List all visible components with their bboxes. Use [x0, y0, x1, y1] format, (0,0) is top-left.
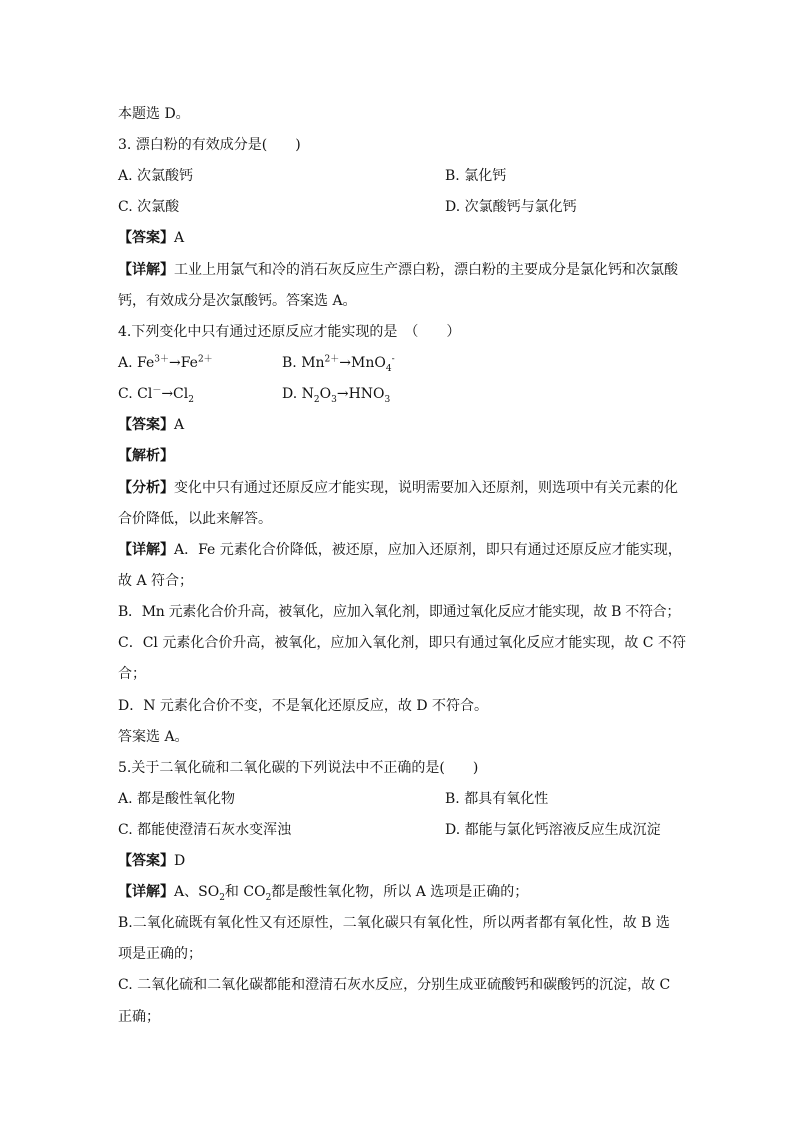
- answer-value: A: [174, 417, 185, 433]
- charge: －: [152, 385, 162, 396]
- question-3-stem: 3. 漂白粉的有效成分是( ): [118, 137, 301, 153]
- explain-tag: 【详解】: [118, 542, 174, 558]
- explain-tag: 【详解】: [118, 262, 174, 278]
- opt-text: →HNO: [336, 386, 385, 402]
- analysis-tag: 【分析】: [118, 480, 174, 496]
- q4-option-b: [282, 353, 395, 373]
- question-5-stem: 5.关于二氧化硫和二氧化碳的下列说法中不正确的是( ): [118, 760, 479, 776]
- subscript: 4: [385, 363, 392, 374]
- subscript: 3: [331, 394, 337, 405]
- opt-text: C. Cl: [118, 386, 153, 402]
- q4-detail-6: D．N 元素化合价不变，不是氧化还原反应，故 D 不符合。: [118, 698, 489, 714]
- q4-answer: [118, 415, 184, 435]
- question-4-stem: 4.下列变化中只有通过还原反应才能实现的是 （ ）: [118, 324, 461, 340]
- text-line: 本题选 D。: [118, 106, 190, 122]
- opt-text: →Cl: [161, 386, 189, 402]
- q5-detail-5: 正确；: [118, 1009, 160, 1025]
- charge: -: [391, 354, 395, 365]
- explain-text: A、SO: [174, 884, 220, 900]
- q3-option-d: D. 次氯酸钙与氯化钙: [445, 199, 577, 215]
- subscript: 2: [313, 394, 320, 405]
- q3-option-b: B. 氯化钙: [445, 168, 507, 184]
- opt-text: D. N: [282, 386, 314, 402]
- q4-analysis-tag: 【解析】: [118, 448, 174, 464]
- subscript: 2: [265, 892, 272, 903]
- q4-detail-4: C．Cl 元素化合价升高，被氧化，应加入氧化剂，即只有通过氧化反应才能实现，故 C 不符: [118, 635, 686, 651]
- opt-text: B. Mn: [282, 355, 325, 371]
- subscript: 2: [219, 892, 225, 903]
- opt-text: A. Fe: [118, 355, 155, 371]
- q4-option-c: [118, 384, 194, 404]
- opt-text: →MnO: [339, 355, 386, 371]
- answer-tag: 【答案】: [118, 417, 174, 433]
- q4-analysis-1: [118, 478, 678, 498]
- q3-option-c: C. 次氯酸: [118, 199, 180, 215]
- subscript: 3: [384, 394, 391, 405]
- charge: 3＋: [154, 354, 169, 365]
- q5-detail-4: C. 二氧化硫和二氧化碳都能和澄清石灰水反应，分别生成亚硫酸钙和碳酸钙的沉淀，故 C: [118, 977, 671, 993]
- answer-tag: 【答案】: [118, 230, 174, 246]
- explain-text: 和 CO: [224, 884, 266, 900]
- q4-conclusion: 答案选 A。: [118, 729, 189, 745]
- analysis-text: 变化中只有通过还原反应才能实现，说明需要加入还原剂，则选项中有关元素的化: [174, 480, 678, 496]
- q3-option-a: A. 次氯酸钙: [118, 168, 194, 184]
- explain-text: 都是酸性氧化物，所以 A 选项是正确的；: [271, 884, 529, 900]
- subscript: 2: [188, 394, 194, 405]
- q3-explanation-1: [118, 260, 678, 280]
- q4-detail-1: [118, 540, 682, 560]
- q4-option-d: [282, 384, 390, 404]
- q4-detail-3: B．Mn 元素化合价升高，被氧化，应加入氧化剂，即通过氧化反应才能实现，故 B 不符合；: [118, 604, 681, 620]
- opt-text: →Fe: [168, 355, 198, 371]
- explain-text: A．Fe 元素化合价降低，被还原，应加入还原剂，即只有通过还原反应才能实现，: [174, 542, 682, 558]
- q4-detail-2: 故 A 符合；: [118, 573, 194, 589]
- charge: 2＋: [197, 354, 213, 365]
- q5-detail-3: 项是正确的；: [118, 946, 202, 962]
- charge: 2＋: [324, 354, 340, 365]
- explain-tag: 【详解】: [118, 884, 174, 900]
- explain-text: 工业上用氯气和冷的消石灰反应生产漂白粉，漂白粉的主要成分是氯化钙和次氯酸: [174, 262, 678, 278]
- q5-option-c: C. 都能使澄清石灰水变浑浊: [118, 822, 292, 838]
- q5-option-b: B. 都具有氧化性: [445, 791, 549, 807]
- answer-value: D: [174, 853, 186, 869]
- answer-tag: 【答案】: [118, 853, 174, 869]
- q4-analysis-2: 合价降低，以此来解答。: [118, 511, 272, 527]
- q5-option-d: D. 都能与氯化钙溶液反应生成沉淀: [445, 822, 661, 838]
- q3-answer: [118, 228, 184, 248]
- q5-option-a: A. 都是酸性氧化物: [118, 791, 236, 807]
- q5-detail-2: B.二氧化硫既有氧化性又有还原性，二氧化碳只有氧化性，所以两者都有氧化性，故 B 选: [118, 915, 670, 931]
- q4-detail-5: 合；: [118, 666, 146, 682]
- q5-detail-1: [118, 882, 528, 902]
- q5-answer: [118, 851, 185, 871]
- answer-value: A: [174, 230, 185, 246]
- q3-explanation-2: 钙，有效成分是次氯酸钙。答案选 A。: [118, 293, 357, 309]
- opt-text: O: [319, 386, 332, 402]
- q4-option-a: [118, 353, 213, 373]
